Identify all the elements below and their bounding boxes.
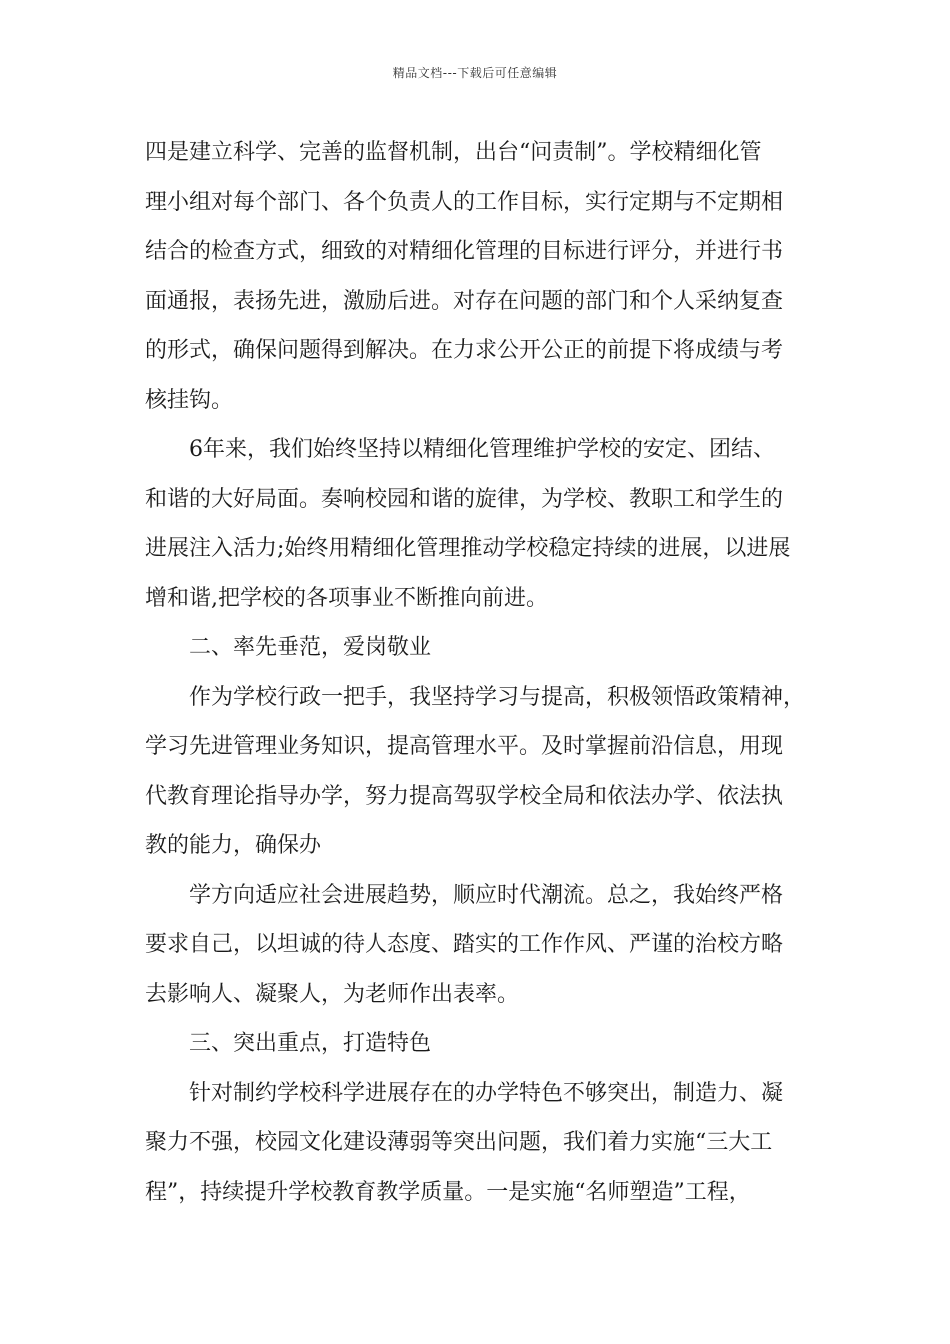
text-line: 去影响人、凝聚人，为老师作出表率。: [145, 981, 520, 1007]
text-line: 6年来，我们始终坚持以精细化管理维护学校的安定、团结、: [189, 437, 775, 462]
text-line: 三、突出重点，打造特色: [189, 1031, 432, 1056]
text-line: 理小组对每个部门、各个负责人的工作目标，实行定期与不定期相: [145, 189, 784, 215]
text-line: 聚力不强，校园文化建设薄弱等突出问题，我们着力实施“三大工: [145, 1130, 773, 1155]
text-line: 教的能力，确保办: [145, 833, 322, 858]
page-header: 精品文档---下载后可任意编辑: [392, 66, 558, 80]
text-line: 学方向适应社会进展趋势，顺应时代潮流。总之，我始终严格: [189, 882, 784, 908]
text-line: 结合的检查方式，细致的对精细化管理的目标进行评分，并进行书: [145, 239, 784, 264]
text-line: 增和谐,把学校的各项事业不断推向前进。: [145, 585, 548, 611]
text-line: 面通报，表扬先进，激励后进。对存在问题的部门和个人采纳复查: [145, 288, 784, 314]
text-line: 二、率先垂范，爱岗敬业: [189, 635, 432, 660]
text-line: 的形式，确保问题得到解决。在力求公开公正的前提下将成绩与考: [145, 338, 784, 363]
text-line: 程”，持续提升学校教育教学质量。一是实施“名师塑造”工程，: [145, 1179, 751, 1205]
text-line: 四是建立科学、完善的监督机制，出台“问责制”。学校精细化管: [145, 140, 762, 165]
text-line: 和谐的大好局面。奏响校园和谐的旋律，为学校、教职工和学生的: [145, 486, 784, 512]
text-line: 要求自己，以坦诚的待人态度、踏实的工作作风、严谨的治校方略: [145, 932, 784, 957]
text-line: 进展注入活力;始终用精细化管理推动学校稳定持续的进展，以进展: [145, 536, 791, 561]
text-line: 核挂钩。: [145, 387, 234, 413]
text-line: 学习先进管理业务知识，提高管理水平。及时掌握前沿信息，用现: [145, 734, 784, 759]
document-body: [145, 128, 825, 1217]
text-line: 作为学校行政一把手，我坚持学习与提高，积极领悟政策精神，: [189, 684, 806, 710]
text-line: 代教育理论指导办学，努力提高驾驭学校全局和依法办学、依法执: [145, 783, 784, 809]
text-line: 针对制约学校科学进展存在的办学特色不够突出，制造力、凝: [189, 1080, 784, 1106]
